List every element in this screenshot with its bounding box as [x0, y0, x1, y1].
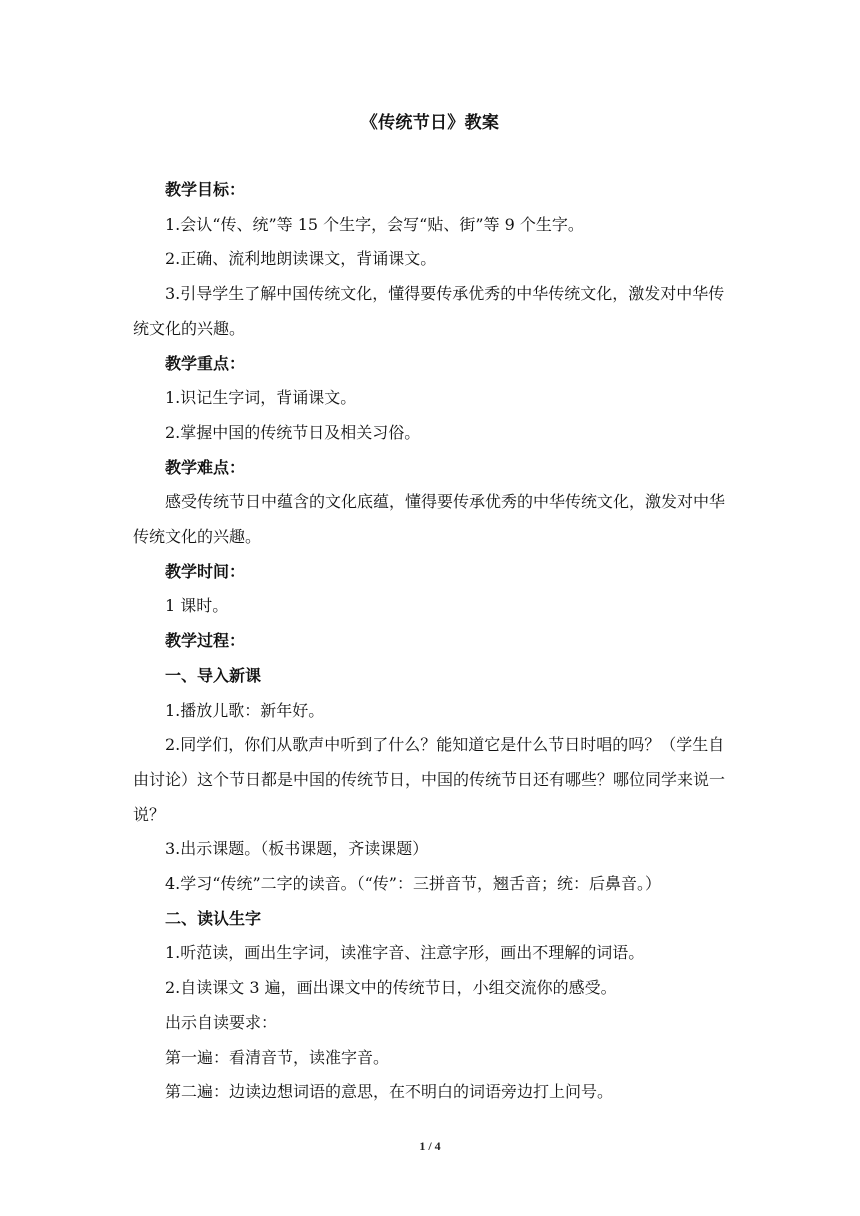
- section-heading: 教学过程：: [165, 631, 246, 651]
- paragraph: 2.正确、流利地朗读课文，背诵课文。: [165, 249, 437, 269]
- paragraph: 1.听范读，画出生字词，读准字音、注意字形，画出不理解的词语。: [165, 943, 645, 963]
- paragraph: 1.会认“传、统”等 15 个生字，会写“贴、街”等 9 个生字。: [165, 214, 584, 234]
- paragraph: 3.引导学生了解中国传统文化，懂得要传承优秀的中华传统文化，激发对中华传统文化的兴趣。: [133, 284, 725, 338]
- paragraph: 1 课时。: [165, 596, 229, 616]
- page-number: 1 / 4: [419, 1139, 441, 1153]
- paragraph: 出示自读要求：: [165, 1012, 278, 1032]
- paragraph: 2.自读课文 3 遍，画出课文中的传统节日，小组交流你的感受。: [165, 978, 617, 998]
- paragraph: 2.掌握中国的传统节日及相关习俗。: [165, 422, 421, 442]
- section-heading: 教学目标：: [165, 180, 246, 199]
- paragraph: 1.播放儿歌：新年好。: [165, 700, 325, 720]
- document-body: [133, 173, 733, 1110]
- paragraph: 第二遍：边读边想词语的意思，在不明白的词语旁边打上问号。: [165, 1082, 614, 1102]
- paragraph: 感受传统节日中蕴含的文化底蕴，懂得要传承优秀的中华传统文化，激发对中华传统文化的兴趣。: [133, 492, 726, 547]
- paragraph: 1.识记生字词，背诵课文。: [165, 388, 357, 408]
- section-heading: 教学重点：: [165, 353, 246, 373]
- paragraph: 4.学习“传统”二字的读音。（“传”：三拼音节，翘舌音；统：后鼻音。）: [165, 874, 661, 894]
- document-title: 《传统节日》教案: [360, 113, 500, 133]
- section-heading: 教学时间：: [165, 561, 246, 581]
- section-heading: 二、读认生字: [165, 908, 262, 928]
- paragraph: 2.同学们，你们从歌声中听到了什么？能知道它是什么节日时唱的吗？（学生自由讨论）这个节日都是中国的传统节日，中国的传统节日还有哪些？哪位同学来说一说？: [133, 735, 726, 824]
- section-heading: 一、导入新课: [165, 665, 262, 685]
- section-heading: 教学难点：: [165, 457, 246, 477]
- paragraph: 第一遍：看清音节，读准字音。: [165, 1047, 390, 1067]
- paragraph: 3.出示课题。（板书课题，齐读课题）: [165, 839, 429, 859]
